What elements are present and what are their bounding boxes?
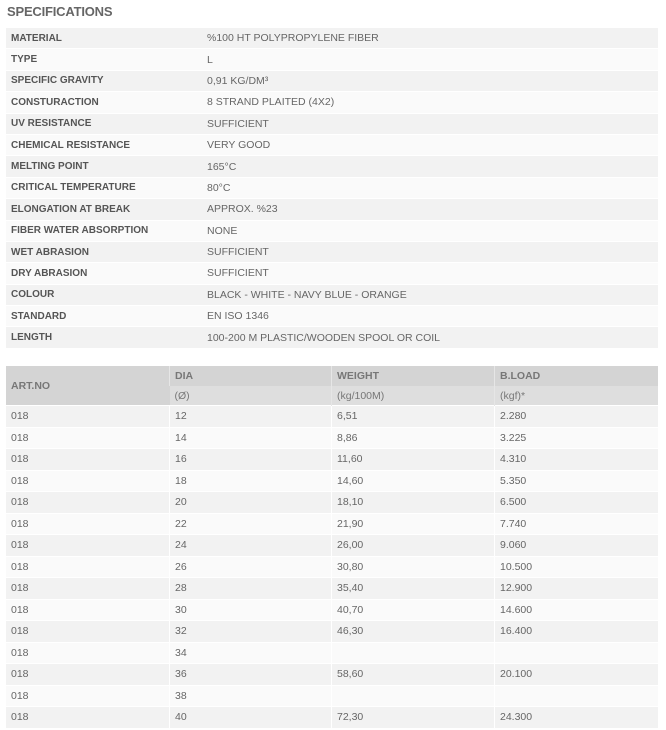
spec-row (6, 263, 658, 283)
header-weight: WEIGHT (332, 366, 495, 386)
cell-weight: 8,86 (332, 427, 495, 449)
specifications-table (6, 27, 658, 349)
table-row (6, 556, 658, 578)
spec-label: FIBER WATER ABSORPTION (6, 221, 202, 241)
spec-label: STANDARD (6, 306, 202, 326)
cell-b-load: 10.500 (495, 556, 659, 578)
table-row (6, 642, 658, 664)
spec-row (6, 114, 658, 134)
cell-art-no: 018 (6, 578, 170, 600)
table-row (6, 664, 658, 686)
products-table (6, 366, 658, 728)
spec-label: WET ABRASION (6, 242, 202, 262)
cell-weight: 21,90 (332, 513, 495, 535)
cell-dia: 22 (170, 513, 332, 535)
cell-b-load: 12.900 (495, 578, 659, 600)
cell-b-load: 2.280 (495, 406, 659, 428)
cell-art-no: 018 (6, 535, 170, 557)
spec-value: 8 STRAND PLAITED (4X2) (202, 92, 658, 112)
cell-weight: 58,60 (332, 664, 495, 686)
spec-value: SUFFICIENT (202, 242, 658, 262)
cell-weight (332, 642, 495, 664)
table-row (6, 492, 658, 514)
unit-b-load: (kgf)* (495, 386, 659, 406)
spec-label: MATERIAL (6, 28, 202, 48)
cell-b-load: 5.350 (495, 470, 659, 492)
spec-label: UV RESISTANCE (6, 114, 202, 134)
cell-dia: 36 (170, 664, 332, 686)
cell-dia: 12 (170, 406, 332, 428)
spec-row (6, 242, 658, 262)
page-title: SPECIFICATIONS (7, 4, 113, 19)
header-dia: DIA (170, 366, 332, 386)
spec-row (6, 135, 658, 155)
cell-dia: 18 (170, 470, 332, 492)
cell-dia: 34 (170, 642, 332, 664)
table-row (6, 578, 658, 600)
cell-dia: 38 (170, 685, 332, 707)
spec-value: SUFFICIENT (202, 114, 658, 134)
cell-b-load: 9.060 (495, 535, 659, 557)
cell-b-load: 14.600 (495, 599, 659, 621)
header-art-no: ART.NO (6, 366, 170, 406)
spec-row (6, 199, 658, 219)
cell-art-no: 018 (6, 664, 170, 686)
cell-dia: 32 (170, 621, 332, 643)
spec-label: SPECIFIC GRAVITY (6, 71, 202, 91)
cell-art-no: 018 (6, 621, 170, 643)
unit-weight: (kg/100M) (332, 386, 495, 406)
cell-weight: 35,40 (332, 578, 495, 600)
cell-b-load: 4.310 (495, 449, 659, 471)
spec-value: 0,91 KG/DM³ (202, 71, 658, 91)
table-row (6, 470, 658, 492)
cell-art-no: 018 (6, 406, 170, 428)
cell-art-no: 018 (6, 685, 170, 707)
spec-row (6, 71, 658, 91)
cell-weight: 14,60 (332, 470, 495, 492)
spec-value: 165°C (202, 156, 658, 176)
spec-row (6, 49, 658, 69)
table-row (6, 599, 658, 621)
cell-art-no: 018 (6, 707, 170, 728)
spec-value: 80°C (202, 178, 658, 198)
cell-dia: 26 (170, 556, 332, 578)
cell-art-no: 018 (6, 513, 170, 535)
spec-value: BLACK - WHITE - NAVY BLUE - ORANGE (202, 285, 658, 305)
cell-art-no: 018 (6, 599, 170, 621)
spec-value: APPROX. %23 (202, 199, 658, 219)
table-row (6, 513, 658, 535)
table-row (6, 707, 658, 728)
spec-label: LENGTH (6, 327, 202, 347)
spec-label: CRITICAL TEMPERATURE (6, 178, 202, 198)
spec-label: ELONGATION AT BREAK (6, 199, 202, 219)
table-row (6, 621, 658, 643)
spec-row (6, 28, 658, 48)
cell-b-load: 3.225 (495, 427, 659, 449)
unit-dia: (Ø) (170, 386, 332, 406)
cell-b-load: 16.400 (495, 621, 659, 643)
header-b-load: B.LOAD (495, 366, 659, 386)
spec-value: 100-200 M PLASTIC/WOODEN SPOOL OR COIL (202, 327, 658, 347)
cell-weight: 40,70 (332, 599, 495, 621)
spec-value: NONE (202, 221, 658, 241)
spec-value: %100 HT POLYPROPYLENE FIBER (202, 28, 658, 48)
table-row (6, 685, 658, 707)
cell-b-load: 7.740 (495, 513, 659, 535)
header-row (6, 366, 658, 386)
cell-weight: 11,60 (332, 449, 495, 471)
cell-dia: 20 (170, 492, 332, 514)
cell-dia: 28 (170, 578, 332, 600)
spec-value: EN ISO 1346 (202, 306, 658, 326)
cell-dia: 16 (170, 449, 332, 471)
cell-art-no: 018 (6, 427, 170, 449)
spec-label: COLOUR (6, 285, 202, 305)
cell-weight: 30,80 (332, 556, 495, 578)
cell-b-load (495, 685, 659, 707)
spec-row (6, 285, 658, 305)
cell-dia: 40 (170, 707, 332, 728)
spec-label: DRY ABRASION (6, 263, 202, 283)
table-row (6, 535, 658, 557)
spec-label: MELTING POINT (6, 156, 202, 176)
cell-dia: 30 (170, 599, 332, 621)
spec-label: CONSTURACTION (6, 92, 202, 112)
cell-art-no: 018 (6, 556, 170, 578)
spec-row (6, 178, 658, 198)
cell-dia: 14 (170, 427, 332, 449)
cell-dia: 24 (170, 535, 332, 557)
spec-value: VERY GOOD (202, 135, 658, 155)
spec-row (6, 221, 658, 241)
spec-row (6, 156, 658, 176)
cell-weight: 26,00 (332, 535, 495, 557)
cell-weight (332, 685, 495, 707)
spec-label: CHEMICAL RESISTANCE (6, 135, 202, 155)
cell-b-load (495, 642, 659, 664)
cell-b-load: 6.500 (495, 492, 659, 514)
spec-value: SUFFICIENT (202, 263, 658, 283)
table-row (6, 427, 658, 449)
cell-art-no: 018 (6, 470, 170, 492)
spec-row (6, 327, 658, 347)
cell-weight: 18,10 (332, 492, 495, 514)
cell-weight: 46,30 (332, 621, 495, 643)
cell-art-no: 018 (6, 642, 170, 664)
cell-weight: 6,51 (332, 406, 495, 428)
cell-art-no: 018 (6, 449, 170, 471)
cell-art-no: 018 (6, 492, 170, 514)
cell-b-load: 24.300 (495, 707, 659, 728)
spec-row (6, 92, 658, 112)
spec-label: TYPE (6, 49, 202, 69)
cell-b-load: 20.100 (495, 664, 659, 686)
table-row (6, 449, 658, 471)
cell-weight: 72,30 (332, 707, 495, 728)
spec-value: L (202, 49, 658, 69)
spec-row (6, 306, 658, 326)
table-row (6, 406, 658, 428)
